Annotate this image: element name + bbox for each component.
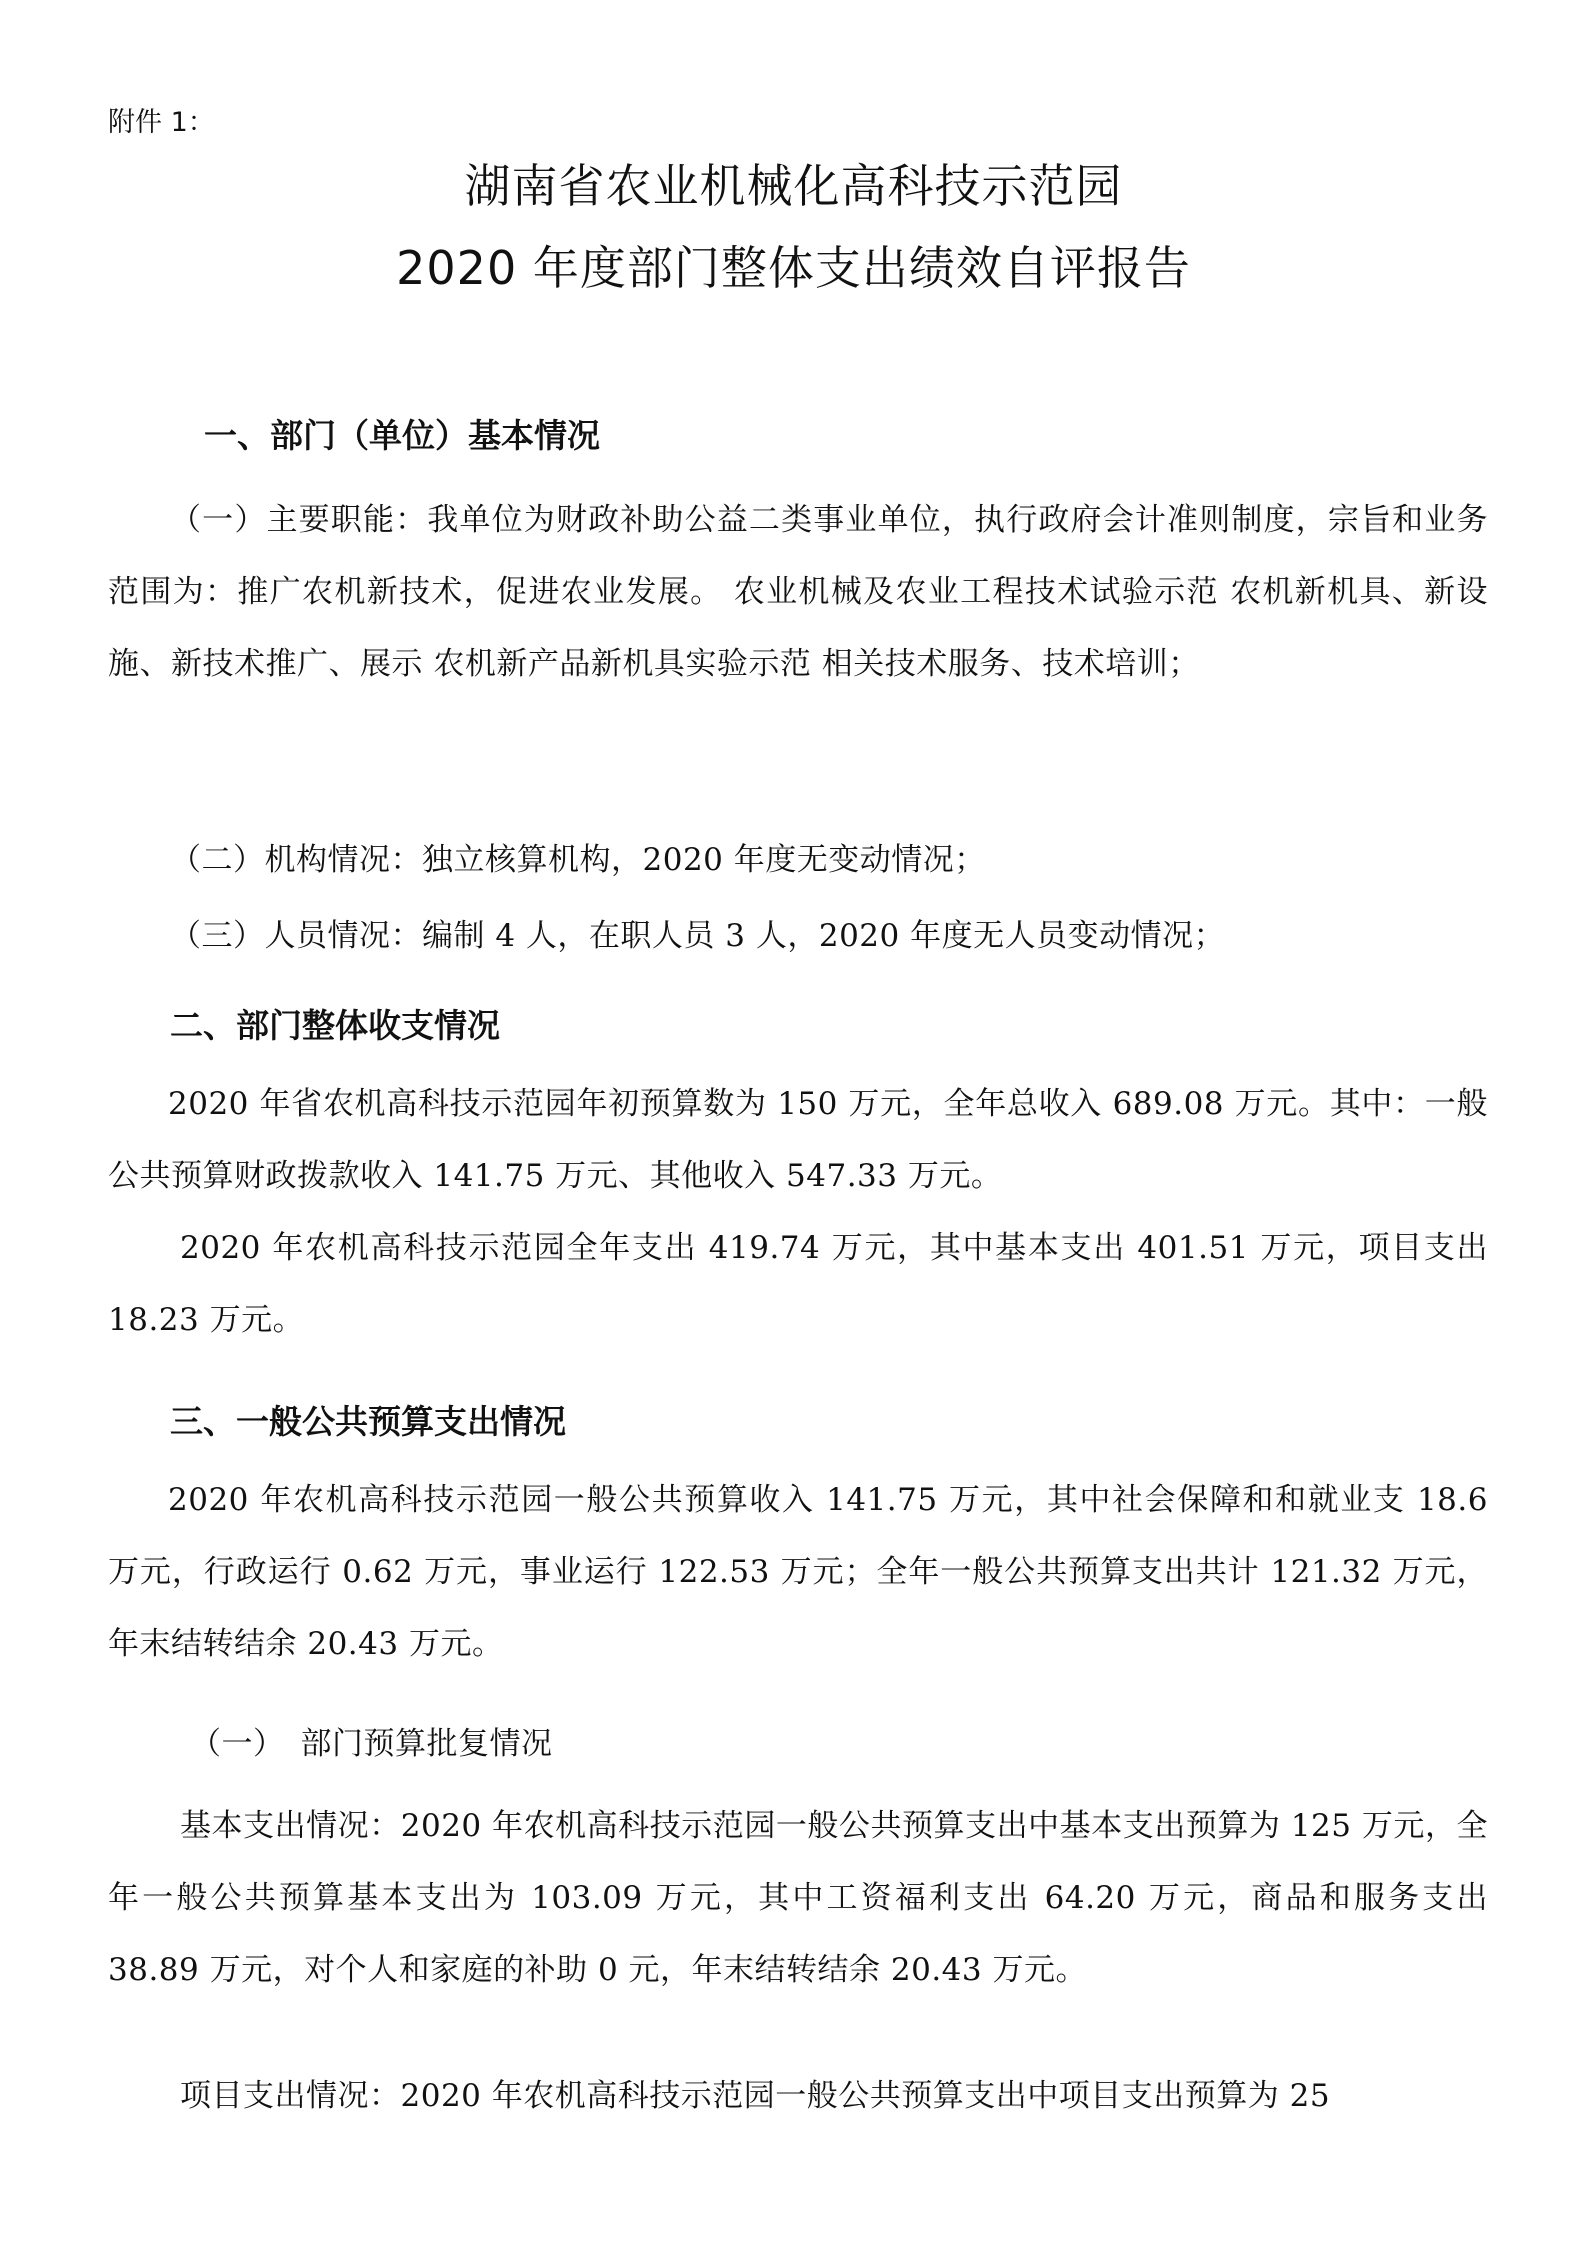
section2-heading: 二、部门整体收支情况 (170, 1006, 500, 1045)
attachment-label: 附件 1： (108, 107, 215, 138)
section3-project-expenditure-paragraph: 项目支出情况：2020 年农机高科技示范园一般公共预算支出中项目支出预算为 25 (180, 2078, 1331, 2114)
section1-organization-line: （二）机构情况：独立核算机构，2020 年度无变动情况； (170, 842, 986, 878)
section3-subheading-approval: （一） 部门预算批复情况 (190, 1726, 553, 1762)
section3-basic-expenditure-paragraph: 基本支出情况：2020 年农机高科技示范园一般公共预算支出中基本支出预算为 125 万元，全年一般公共预算基本支出为 103.09 万元，其中工资福利支出 64.20 万元，商品和服务支出 38.89 万元，对个人和家庭的补助 0 元，年末结转结余 20.43 万元。 (108, 1808, 1488, 1988)
section1-heading: 一、部门（单位）基本情况 (204, 416, 600, 455)
section1-duties-paragraph: （一）主要职能：我单位为财政补助公益二类事业单位，执行政府会计准则制度，宗旨和业务范围为：推广农机新技术，促进农业发展。 农业机械及农业工程技术试验示范 农机新机具、新设施、新技术推广、展示 农机新产品新机具实验示范 相关技术服务、技术培训； (108, 502, 1488, 682)
document-title-line2: 2020 年度部门整体支出绩效自评报告 (396, 241, 1191, 295)
section3-budget-paragraph: 2020 年农机高科技示范园一般公共预算收入 141.75 万元，其中社会保障和和就业支 18.6 万元，行政运行 0.62 万元，事业运行 122.53 万元；全年一般公共预算支出共计 121.32 万元，年末结转结余 20.43 万元。 (108, 1482, 1488, 1662)
section3-heading: 三、一般公共预算支出情况 (170, 1402, 566, 1441)
section1-staff-line: （三）人员情况：编制 4 人，在职人员 3 人，2020 年度无人员变动情况； (170, 918, 1226, 954)
section2-expenditure-paragraph: 2020 年农机高科技示范园全年支出 419.74 万元，其中基本支出 401.51 万元，项目支出 18.23 万元。 (108, 1230, 1488, 1338)
document-title-line1: 湖南省农业机械化高科技示范园 (464, 159, 1123, 213)
section2-income-paragraph: 2020 年省农机高科技示范园年初预算数为 150 万元，全年总收入 689.08 万元。其中：一般公共预算财政拨款收入 141.75 万元、其他收入 547.33 万元。 (108, 1086, 1488, 1194)
